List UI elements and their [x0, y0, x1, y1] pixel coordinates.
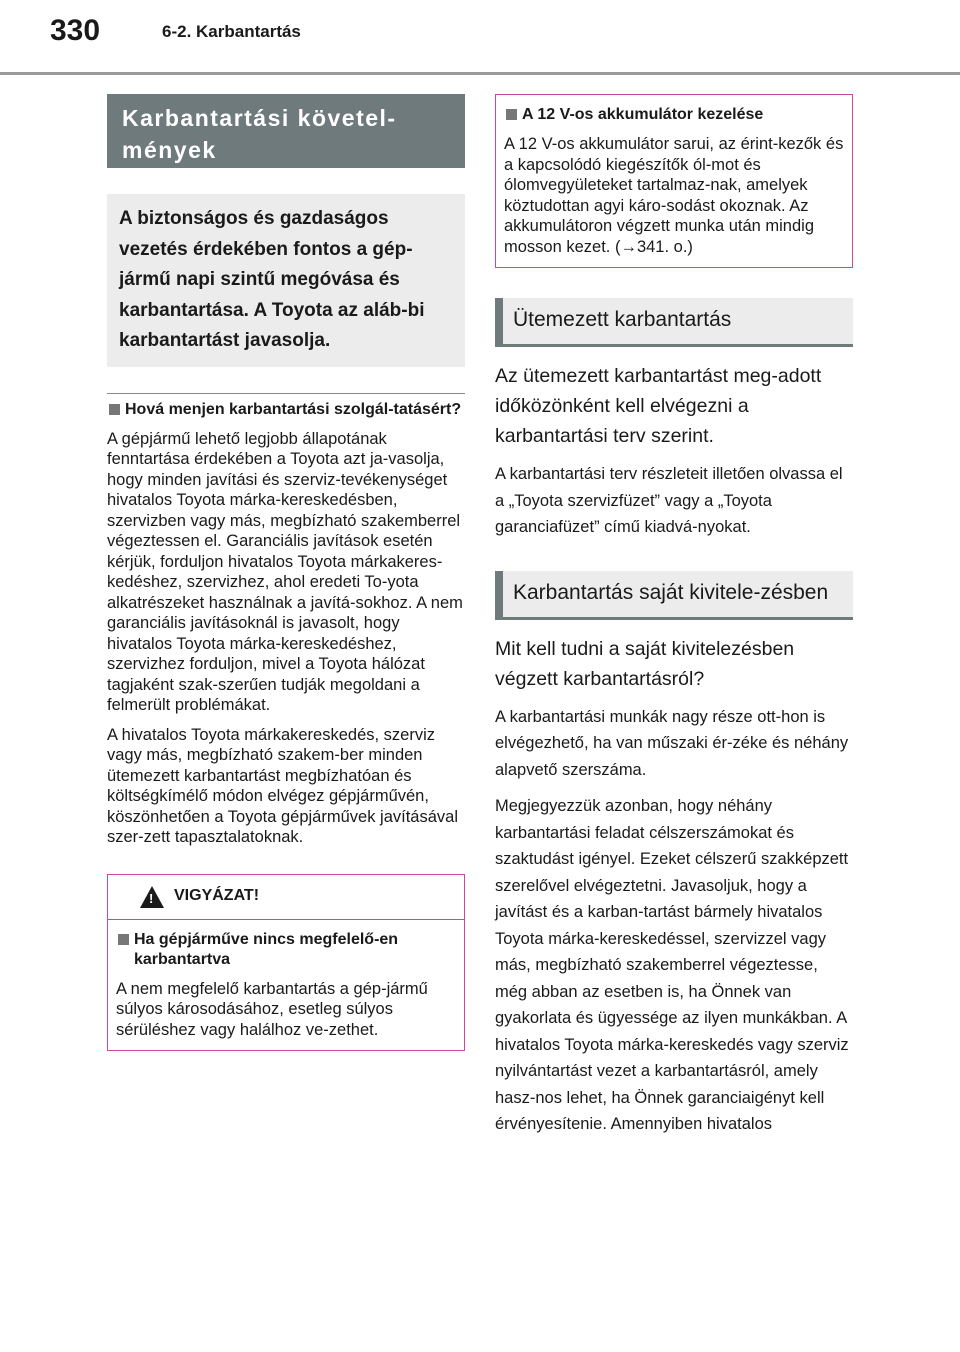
caution-heading [116, 930, 456, 970]
intro-box: A biztonságos és gazdaságos vezetés érdekében fontos a gép-jármű napi szintű megóvása és karbantartása. A Toyota az aláb-bi karbantartást javasolja. [107, 194, 465, 367]
diy-lead: Mit kell tudni a saját kivitelezésben végzett karbantartásról? [495, 637, 795, 690]
main-heading: Karbantartási követel- mények [107, 94, 465, 168]
battery-heading-text: A 12 V-os akkumulátor kezelése [522, 106, 764, 123]
service-question-text: Hová menjen karbantartási szolgál-tatásért? [125, 400, 462, 418]
caution-header [108, 875, 464, 920]
scheduled-maintenance-heading: Ütemezett karbantartás [495, 298, 853, 347]
battery-box [495, 94, 853, 268]
scheduled-text: A karbantartási terv részleteit illetően olvassa el a „Toyota szervizfüzet” vagy a „Toyota garanciafüzet” című kiadvá-nyokat. [495, 465, 843, 536]
page-number: 330 [50, 14, 101, 47]
caution-box [107, 874, 465, 1052]
caution-title: VIGYÁZAT! [174, 886, 260, 904]
header-divider [0, 72, 960, 75]
caution-text: A nem megfelelő karbantartás a gép-jármű súlyos károsodásához, esetleg súlyos sérüléshez vagy halálhoz ve-zethet. [116, 979, 428, 1039]
square-bullet-icon [506, 109, 517, 120]
scheduled-lead: Az ütemezett karbantartást meg-adott időközönként kell elvégezni a karbantartási terv szerint. [495, 365, 822, 447]
right-column [495, 94, 853, 1138]
caution-heading-text: Ha gépjárműve nincs megfelelő-en karbantartva [134, 930, 399, 968]
square-bullet-icon [118, 934, 129, 945]
section-divider [107, 393, 465, 394]
service-question-heading [107, 400, 465, 420]
caution-body [108, 920, 464, 1051]
battery-heading [504, 105, 844, 125]
section-title: 6-2. Karbantartás [162, 22, 301, 41]
service-paragraph-1: A gépjármű lehető legjobb állapotának fenntartása érdekében a Toyota azt ja-vasolja, hogy minden javítási és szerviz-tevékenységet hivatalos Toyota márka-kereskedésben, szervizben vagy más, megbízható szakemberrel végeztessen el. Garanciális javítások esetén kérjük, forduljon hivatalos Toyota márkakeres-kedéshez, szervizhez, ahol eredeti To-yota alkatrészeket használnak a javítá-sokhoz. A nem garanciális javításoknál is javasolt, hogy hivatalos Toyota márka-kereskedéshez, szervizhez forduljon, mivel a Toyota hálózat tagjaként szak-szerűen tudják megoldani a felmerült problémákat. [107, 429, 463, 714]
service-paragraph-2: A hivatalos Toyota márkakereskedés, szerviz vagy más, megbízható szakem-ber minden ütemezett karbantartást megbízhatóan és költségkímélő módon elvégez gépjárművén, köszönhetően a Toyota gépjárművek javításával szer-zett tapasztalatoknak. [107, 725, 458, 846]
diy-paragraph-2: Megjegyezzük azonban, hogy néhány karbantartási feladat célszerszámokat és szaktudást igényel. Ezeket célszerű szakképzett szerelővel elvégeztetni. Javasoljuk, hogy a javítást és a karban-tartást bármely hivatalos Toyota márka-kereskedéssel, szervizzel vagy más, megbízható szakemberrel végeztesse, még abban az esetben is, ha Önnek van gyakorlata és ügyessége az ilyen munkákban. A hivatalos Toyota márka-kereskedés vagy szerviz nyilvántartást vezet a karbantartásról, amely hasz-nos lehet, ha Önnek garanciaigényt kell érvényesítenie. Amennyiben hivatalos [495, 797, 849, 1133]
diy-paragraph-1: A karbantartási munkák nagy része ott-hon is elvégezhető, ha van műszaki ér-zéke és néhány alapvető szerszáma. [495, 707, 849, 779]
battery-text: A 12 V-os akkumulátor sarui, az érint-kezők és a kapcsolódó kiegészítők ól-mot és ólomvegyületeket tartalmaz-nak, amelyek köztudottan agyi káro-sodást okoznak. Az akkumulátoron végzett munka után mindig mosson kezet. (→341. o.) [504, 135, 844, 256]
diy-maintenance-heading: Karbantartás saját kivitele-zésben [495, 571, 853, 620]
page-header [0, 0, 960, 82]
warning-exclamation-icon: ! [149, 890, 154, 906]
square-bullet-icon [109, 404, 120, 415]
left-column [107, 94, 465, 1051]
